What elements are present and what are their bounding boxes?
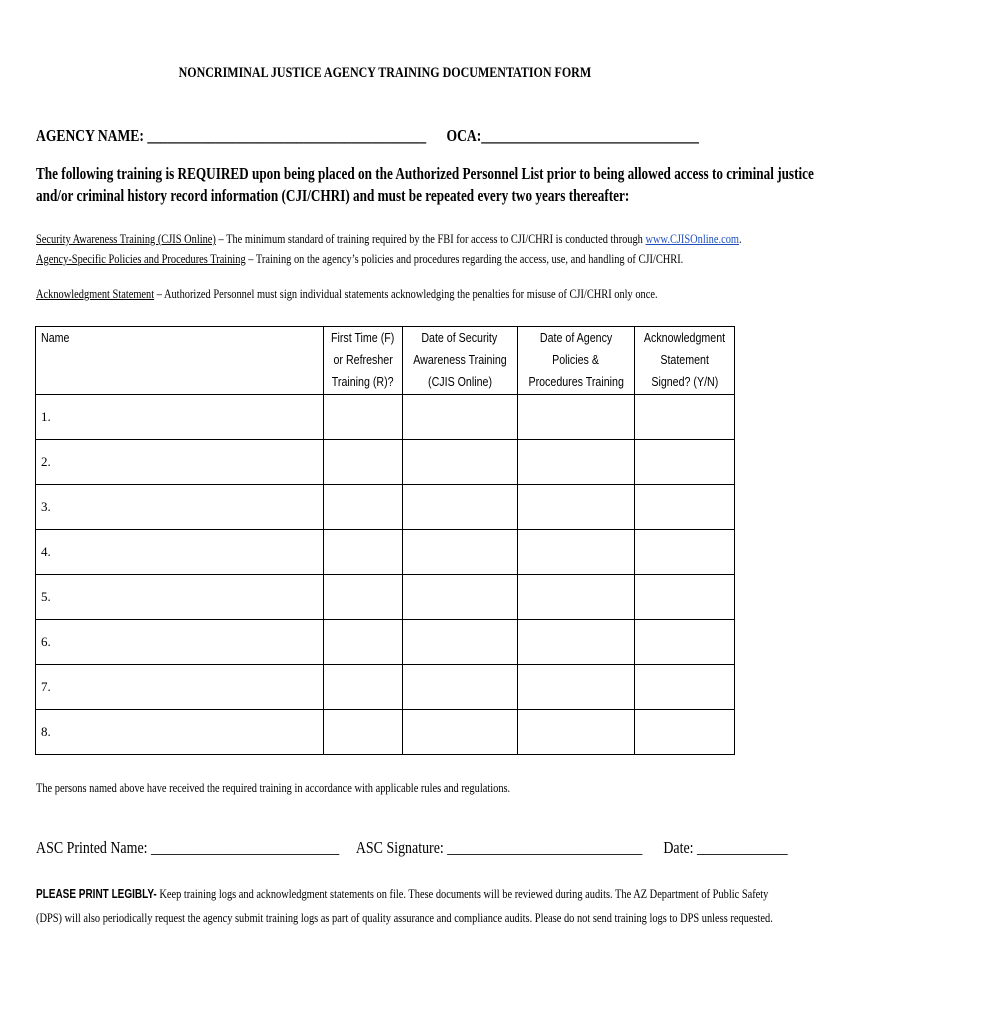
table-row — [36, 395, 735, 440]
first-time-cell[interactable] — [324, 620, 402, 665]
ack-signed-cell[interactable] — [635, 710, 735, 755]
policies-date-cell[interactable] — [517, 395, 634, 440]
ack-signed-cell[interactable] — [635, 575, 735, 620]
ack-signed-cell[interactable] — [635, 530, 735, 575]
print-legibly-notice — [36, 882, 957, 929]
security-awareness-term: Security Awareness Training (CJIS Online) — [36, 231, 216, 246]
form-title: NONCRIMINAL JUSTICE AGENCY TRAINING DOCUMENTATION FORM — [178, 65, 592, 81]
agency-line — [36, 126, 865, 146]
first-time-cell[interactable] — [324, 395, 402, 440]
row-number[interactable]: 4. — [36, 530, 324, 575]
signature-line — [36, 838, 788, 858]
security-awareness-text: – The minimum standard of training required by the FBI for access to CJI/CHRI is conducted through — [215, 231, 646, 246]
security-date-cell[interactable] — [402, 395, 517, 440]
print-legibly-heading: PLEASE PRINT LEGIBLY- — [36, 887, 157, 901]
policies-date-cell[interactable] — [517, 620, 634, 665]
col-header-first-time: First Time (F) or Refresher Training (R)? — [324, 327, 402, 395]
agency-name-field[interactable]: _________________________________________ — [147, 126, 427, 145]
table-row — [36, 485, 735, 530]
security-date-cell[interactable] — [402, 575, 517, 620]
policies-date-cell[interactable] — [517, 485, 634, 530]
table-row — [36, 620, 735, 665]
agency-name-label: AGENCY NAME: — [36, 126, 144, 145]
required-training-statement — [36, 163, 1008, 207]
security-date-cell[interactable] — [402, 530, 517, 575]
row-number[interactable]: 6. — [36, 620, 324, 665]
table-row — [36, 575, 735, 620]
agency-policies-term: Agency-Specific Policies and Procedures Training — [36, 251, 246, 266]
required-line-1: The following training is REQUIRED upon being placed on the Authorized Personnel List prior to being allowed access to criminal justice — [36, 164, 814, 183]
table-row — [36, 440, 735, 485]
training-table — [35, 326, 735, 755]
row-number[interactable]: 8. — [36, 710, 324, 755]
date-field[interactable]: _____________ — [696, 838, 788, 857]
date-label: Date: — [663, 838, 694, 857]
first-time-cell[interactable] — [324, 485, 402, 530]
oca-field[interactable]: ________________________________ — [481, 126, 699, 145]
row-number[interactable]: 1. — [36, 395, 324, 440]
asc-printed-name-label: ASC Printed Name: — [36, 838, 148, 857]
first-time-cell[interactable] — [324, 665, 402, 710]
policies-date-cell[interactable] — [517, 530, 634, 575]
ack-signed-cell[interactable] — [635, 395, 735, 440]
training-received-statement — [36, 780, 629, 796]
notice-text-2: (DPS) will also periodically request the agency submit training logs as part of quality assurance and compliance audits. Please do not send training logs to DPS unless requested. — [36, 910, 773, 925]
security-date-cell[interactable] — [402, 620, 517, 665]
asc-signature-field[interactable]: ____________________________ — [447, 838, 643, 857]
security-end: . — [738, 231, 742, 246]
row-number[interactable]: 3. — [36, 485, 324, 530]
required-line-2: and/or criminal history record information (CJI/CHRI) and must be repeated every two years thereafter: — [36, 186, 630, 205]
policies-date-cell[interactable] — [517, 575, 634, 620]
agency-policies-text: – Training on the agency’s policies and procedures regarding the access, use, and handling of CJI/CHRI. — [245, 251, 684, 266]
asc-printed-name-field[interactable]: ___________________________ — [151, 838, 340, 857]
col-header-security-date: Date of Security Awareness Training (CJIS Online) — [402, 327, 517, 395]
ack-signed-cell[interactable] — [635, 665, 735, 710]
first-time-cell[interactable] — [324, 710, 402, 755]
ack-signed-cell[interactable] — [635, 440, 735, 485]
first-time-cell[interactable] — [324, 440, 402, 485]
form-title-wrap — [0, 64, 770, 82]
table-row — [36, 530, 735, 575]
table-row — [36, 710, 735, 755]
security-date-cell[interactable] — [402, 710, 517, 755]
security-date-cell[interactable] — [402, 485, 517, 530]
col-header-policies-date: Date of Agency Policies & Procedures Training — [517, 327, 634, 395]
ack-signed-cell[interactable] — [635, 620, 735, 665]
training-definitions — [36, 229, 918, 269]
table-row — [36, 665, 735, 710]
policies-date-cell[interactable] — [517, 440, 634, 485]
first-time-cell[interactable] — [324, 575, 402, 620]
security-date-cell[interactable] — [402, 440, 517, 485]
col-header-ack-signed: Acknowledgment Statement Signed? (Y/N) — [635, 327, 735, 395]
table-header-row — [36, 327, 735, 395]
asc-signature-label: ASC Signature: — [355, 838, 444, 857]
policies-date-cell[interactable] — [517, 710, 634, 755]
ack-signed-cell[interactable] — [635, 485, 735, 530]
acknowledgment-definition — [36, 286, 813, 302]
acknowledgment-text: – Authorized Personnel must sign individual statements acknowledging the penalties for misuse of CJI/CHRI only once. — [154, 286, 658, 301]
row-number[interactable]: 5. — [36, 575, 324, 620]
policies-date-cell[interactable] — [517, 665, 634, 710]
row-number[interactable]: 7. — [36, 665, 324, 710]
acknowledgment-term: Acknowledgment Statement — [36, 286, 155, 301]
security-date-cell[interactable] — [402, 665, 517, 710]
row-number[interactable]: 2. — [36, 440, 324, 485]
cjis-online-link[interactable]: www.CJISOnline.com — [645, 231, 739, 246]
first-time-cell[interactable] — [324, 530, 402, 575]
col-header-name: Name — [36, 327, 324, 395]
received-text: The persons named above have received the required training in accordance with applicable rules and regulations. — [36, 780, 511, 795]
oca-label: OCA: — [446, 126, 482, 145]
notice-text-1: Keep training logs and acknowledgment statements on file. These documents will be reviewed during audits. The AZ Department of Public Safety — [156, 886, 769, 901]
